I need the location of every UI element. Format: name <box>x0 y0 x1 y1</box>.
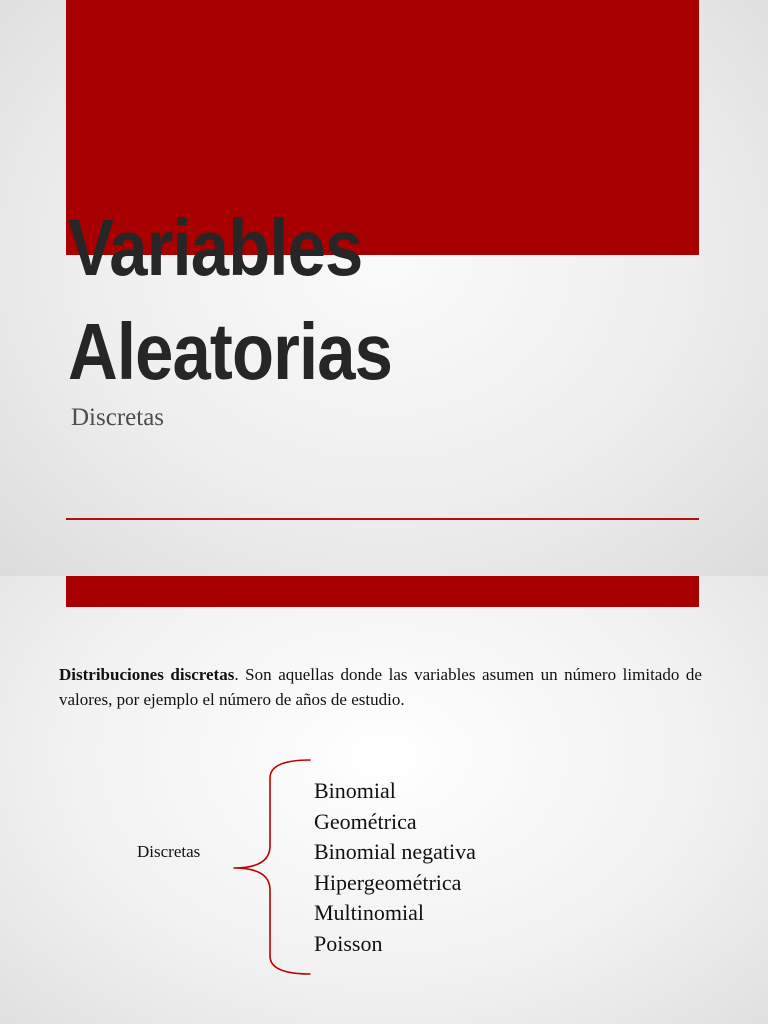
definition-text: . Son aquellas donde las variables asumen un número limitado de valores, por ejemplo el número de años de estudio. <box>59 665 702 709</box>
category-label: Discretas <box>137 842 201 861</box>
definition-term: Distribuciones discretas <box>59 665 235 684</box>
title-line-1: Variables <box>68 203 363 292</box>
list-item: Geométrica <box>314 808 417 834</box>
curly-brace-icon <box>230 756 315 976</box>
distribution-list <box>314 776 476 959</box>
list-item: Binomial <box>314 778 396 803</box>
red-divider-line <box>66 518 699 520</box>
list-item: Multinomial <box>314 900 424 925</box>
title-line-2: Aleatorias <box>68 307 393 396</box>
slide-title <box>68 196 618 404</box>
slide-subtitle: Discretas <box>71 404 165 431</box>
definition-paragraph <box>59 662 702 712</box>
list-item: Hipergeométrica <box>314 869 462 895</box>
list-item: Poisson <box>314 930 383 956</box>
list-item: Binomial negativa <box>314 839 476 864</box>
content-slide <box>0 576 768 1024</box>
red-top-strip <box>66 576 699 607</box>
